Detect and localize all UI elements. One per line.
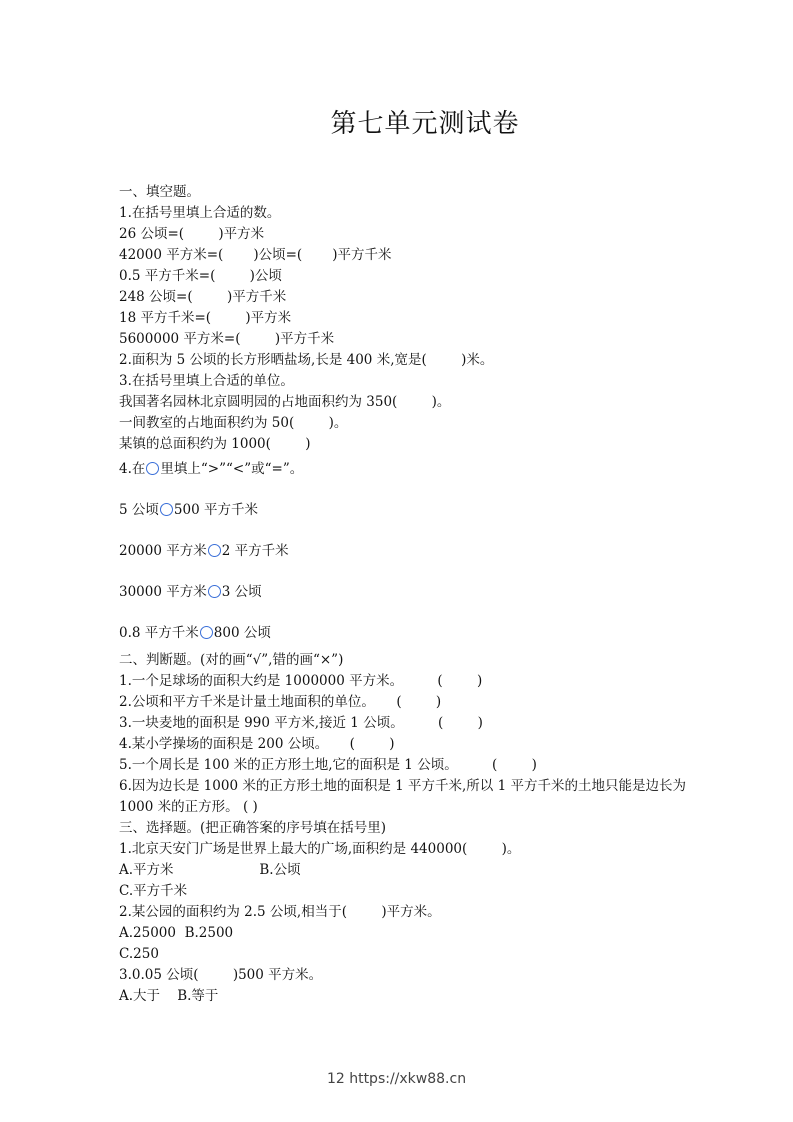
choice-option: A.大于 B.等于	[119, 988, 219, 1004]
choice-item: 1.北京天安门广场是世界上最大的广场,面积约是 440000( )。	[119, 841, 521, 857]
section-3-heading: 三、选择题。(把正确答案的序号填在括号里)	[119, 820, 387, 836]
section-1-heading: 一、填空题。	[119, 184, 200, 200]
circle-blank-icon	[200, 626, 213, 639]
test-content	[119, 182, 689, 1007]
compare-right: 2 平方千米	[221, 543, 289, 559]
compare-item	[119, 582, 689, 603]
unit-item: 我国著名园林北京圆明园的占地面积约为 350( )。	[119, 394, 451, 410]
judge-item: 2.公顷和平方千米是计量土地面积的单位。 ( )	[119, 694, 442, 710]
judge-item: 3.一块麦地的面积是 990 平方米,接近 1 公顷。 ( )	[119, 715, 483, 731]
fill-item: 5600000 平方米=( )平方千米	[119, 331, 335, 347]
question-3-stem: 3.在括号里填上合适的单位。	[119, 373, 294, 389]
fill-item: 18 平方千米=( )平方米	[119, 310, 292, 326]
choice-item: 3.0.05 公顷( )500 平方米。	[119, 967, 323, 983]
unit-item: 一间教室的占地面积约为 50( )。	[119, 415, 348, 431]
fill-item: 0.5 平方千米=( )公顷	[119, 268, 282, 284]
compare-item	[119, 623, 689, 644]
choice-option: C.250	[119, 946, 159, 962]
fill-item: 26 公顷=( )平方米	[119, 226, 265, 242]
compare-left: 0.8 平方千米	[119, 625, 199, 641]
question-4-stem-b: 里填上“>”“<”或“=”。	[160, 461, 304, 477]
compare-left: 30000 平方米	[119, 584, 207, 600]
choice-item: 2.某公园的面积约为 2.5 公顷,相当于( )平方米。	[119, 904, 441, 920]
choice-option: C.平方千米	[119, 883, 188, 899]
compare-right: 800 公顷	[213, 625, 271, 641]
question-2: 2.面积为 5 公顷的长方形晒盐场,长是 400 米,宽是( )米。	[119, 352, 494, 368]
circle-blank-icon	[160, 503, 173, 516]
compare-right: 500 平方千米	[173, 502, 258, 518]
judge-item: 6.因为边长是 1000 米的正方形土地的面积是 1 平方千米,所以 1 平方千米的土地只能是边长为 1000 米的正方形。 ( )	[119, 778, 686, 815]
section-2-heading: 二、判断题。(对的画“√”,错的画“×”)	[119, 652, 344, 668]
question-1-stem: 1.在括号里填上合适的数。	[119, 205, 281, 221]
choice-option: A.平方米 B.公顷	[119, 862, 301, 878]
fill-item: 248 公顷=( )平方千米	[119, 289, 287, 305]
fill-item: 42000 平方米=( )公顷=( )平方千米	[119, 247, 392, 263]
judge-item: 5.一个周长是 100 米的正方形土地,它的面积是 1 公顷。 ( )	[119, 757, 537, 773]
circle-blank-icon	[208, 585, 221, 598]
judge-item: 1.一个足球场的面积大约是 1000000 平方米。 ( )	[119, 673, 483, 689]
judge-item: 4.某小学操场的面积是 200 公顷。 ( )	[119, 736, 395, 752]
page-footer: 12 https://xkw88.cn	[326, 1071, 467, 1087]
circle-blank-icon	[208, 544, 221, 557]
choice-option: A.25000 B.2500	[119, 925, 234, 941]
page-title: 第七单元测试卷	[330, 109, 520, 139]
question-4-stem-a: 4.在	[119, 461, 146, 477]
question-4-stem	[119, 459, 689, 480]
compare-left: 5 公顷	[119, 502, 159, 518]
compare-right: 3 公顷	[221, 584, 262, 600]
compare-left: 20000 平方米	[119, 543, 207, 559]
unit-item: 某镇的总面积约为 1000( )	[119, 436, 311, 452]
compare-item	[119, 541, 689, 562]
compare-item	[119, 500, 689, 521]
circle-blank-icon	[146, 462, 159, 475]
